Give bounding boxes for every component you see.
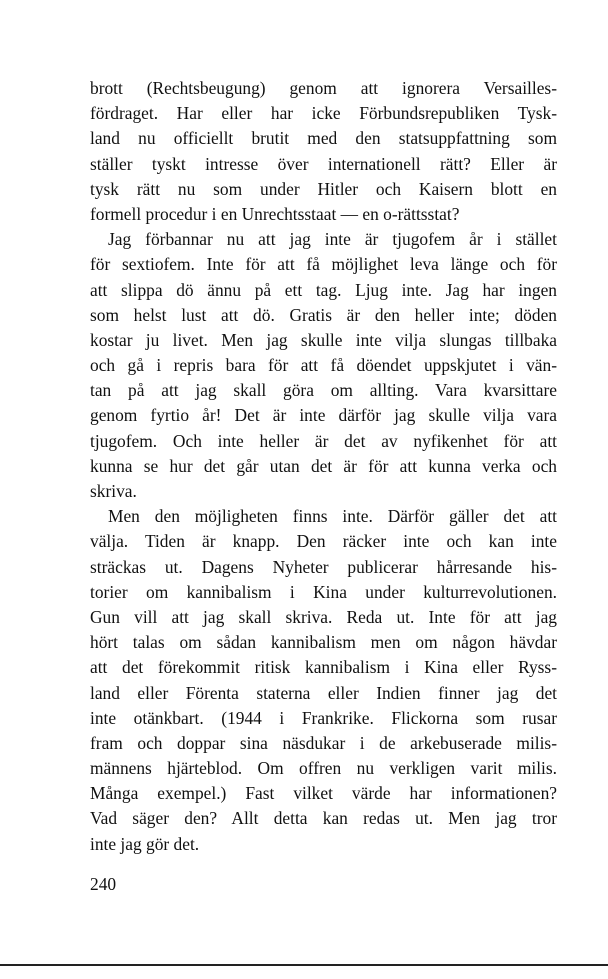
text-line: kostar ju livet. Men jag skulle inte vilja slungas tillbaka	[90, 329, 557, 350]
text-line: ställer tyskt intresse över internationell rätt? Eller är	[90, 153, 557, 174]
text-line: skriva.	[90, 481, 137, 501]
text-line: formell procedur i en Unrechtsstaat — en o-rättsstat?	[90, 203, 460, 224]
body-text	[90, 76, 557, 857]
paragraph	[90, 76, 557, 227]
text-line: att det förekommit ritisk kannibalism i Kina eller Ryss-	[90, 657, 557, 678]
text-line: fram och doppar sina näsdukar i de arkebuserade milis-	[90, 732, 557, 753]
text-line: Många exempel.) Fast vilket värde har informationen?	[90, 783, 557, 804]
text-line: för sextiofem. Inte för att få möjlighet leva länge och för	[90, 254, 557, 275]
text-line: Vad säger den? Allt detta kan redas ut. Men jag tror	[90, 808, 557, 829]
text-line: sträckas ut. Dagens Nyheter publicerar hårresande his-	[90, 556, 557, 577]
text-line: genom fyrtio år! Det är inte därför jag skulle vilja vara	[90, 405, 557, 426]
page-number: 240	[90, 874, 117, 894]
text-line: inte jag gör det.	[90, 833, 200, 854]
paragraph	[90, 504, 557, 857]
text-line: männens hjärteblod. Om offren nu verkligen varit milis.	[90, 758, 557, 779]
bottom-edge-line	[0, 964, 608, 966]
text-line: tan på att jag skall göra om allting. Vara kvarsittare	[90, 380, 557, 401]
text-line: att slippa dö ännu på ett tag. Ljug inte. Jag har ingen	[90, 279, 557, 300]
text-line: inte otänkbart. (1944 i Frankrike. Flickorna som rusar	[90, 707, 557, 728]
paragraph	[90, 227, 557, 504]
text-line: som helst lust att dö. Gratis är den heller inte; döden	[90, 304, 557, 325]
text-line: fördraget. Har eller har icke Förbundsrepubliken Tysk-	[90, 103, 557, 124]
text-line: land eller Förenta staterna eller Indien finner jag det	[90, 682, 557, 703]
text-line: hört talas om sådan kannibalism men om någon hävdar	[90, 632, 557, 653]
text-line: brott (Rechtsbeugung) genom att ignorera Versailles-	[90, 78, 557, 98]
text-line: torier om kannibalism i Kina under kulturrevolutionen.	[90, 581, 557, 602]
text-line: tjugofem. Och inte heller är det av nyfikenhet för att	[90, 430, 557, 451]
text-line: land nu officiellt brutit med den statsuppfattning som	[90, 128, 557, 149]
text-line: Men den möjligheten finns inte. Därför gäller det att	[108, 506, 557, 527]
text-line: tysk rätt nu som under Hitler och Kaisern blott en	[90, 178, 557, 199]
text-line: och gå i repris bara för att få döendet uppskjutet i vän-	[90, 355, 557, 376]
text-line: Jag förbannar nu att jag inte är tjugofem år i stället	[108, 229, 557, 250]
text-line: Gun vill att jag skall skriva. Reda ut. Inte för att jag	[90, 606, 557, 627]
text-line: välja. Tiden är knapp. Den räcker inte och kan inte	[90, 531, 557, 552]
text-line: kunna se hur det går utan det är för att kunna verka och	[90, 455, 557, 476]
